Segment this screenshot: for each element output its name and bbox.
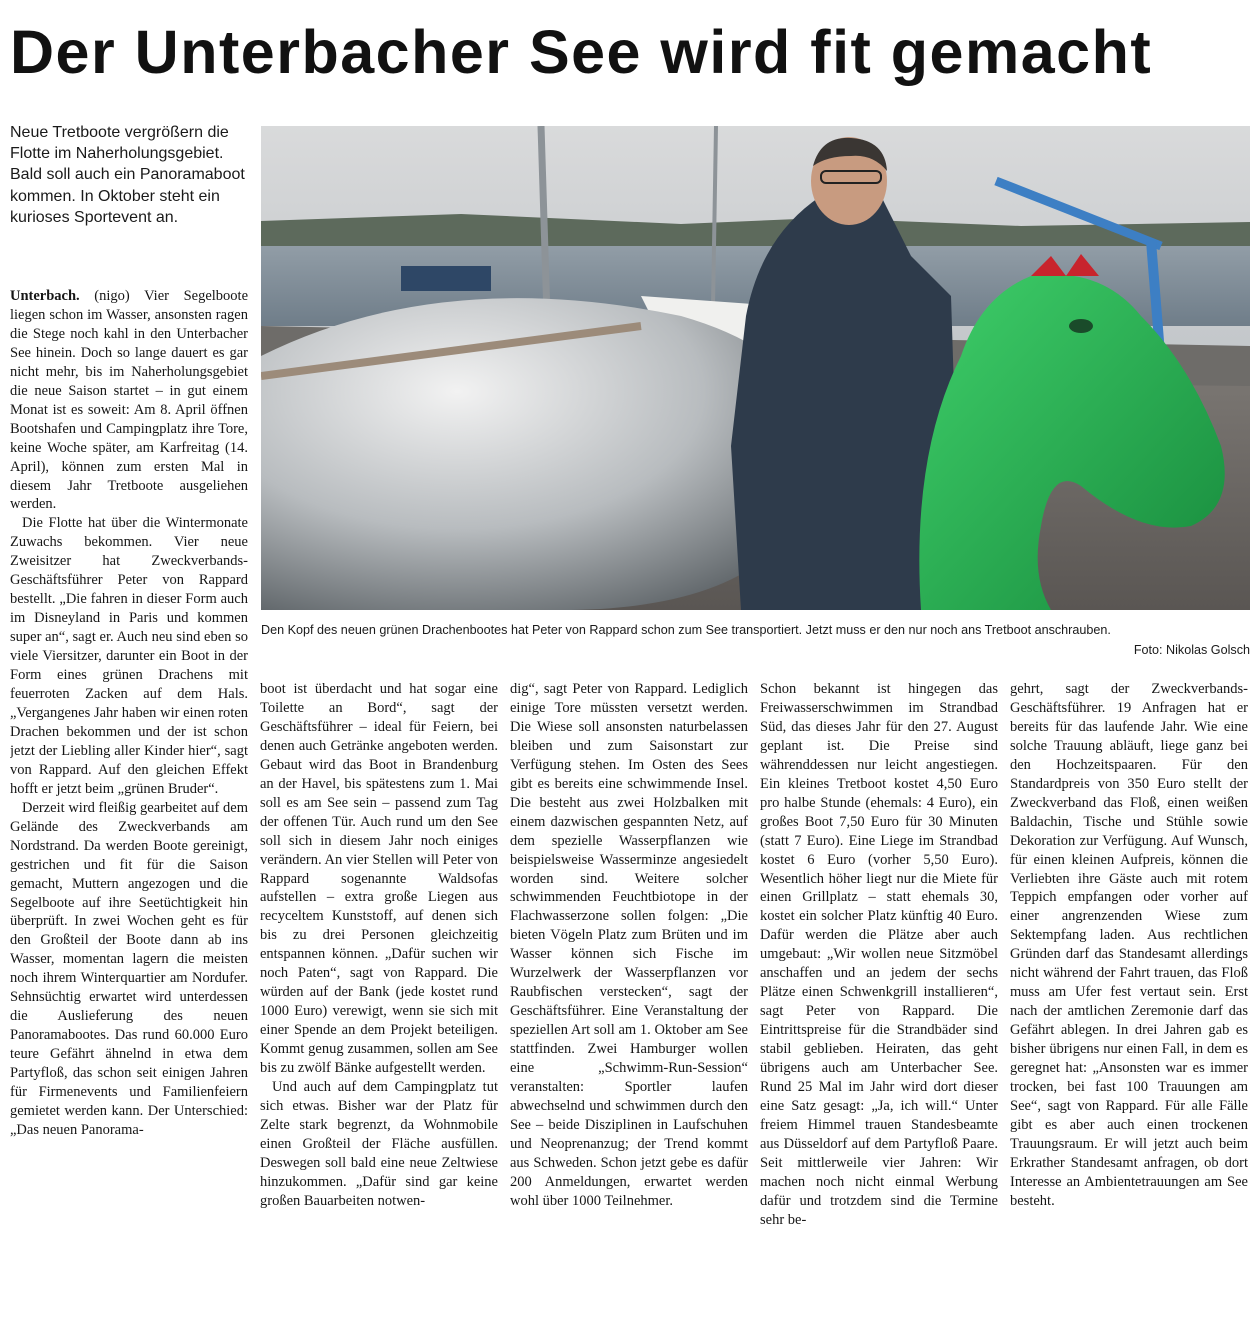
article-column-1 [10,287,248,1339]
article-paragraph [10,287,248,514]
article-paragraph: gehrt, sagt der Zweckverbands-Geschäftsführer. 19 Anfragen hat er bereits für das laufende Jahr. Wie eine solche Trauung abläuft, liege ganz bei den Hochzeitspaaren. Für den Standardpreis von 350 Euro stellt der Zweckverband das Floß, einen weißen Baldachin, Tische und Stühle sowie Dekoration zur Verfügung. Auf Wunsch, für einen kleinen Aufpreis, können die Verliebten ihre Gäste auch mit rotem Teppich empfangen oder vorher auf einer angrenzenden Wiese zum Sektempfang laden. Aus rechtlichen Gründen darf das Standesamt allerdings nicht während der Fahrt trauen, das Floß muss am Ufer fest vertaut sein. Erst nach der amtlichen Zeremonie darf das Gefährt ablegen. In drei Jahren gab es bisher übrigens nur einen Fall, in dem es geregnet hat: „Ansonsten war es immer trocken, bei fast 100 Trauungen am See“, sagt von Rappard. Für alle Fälle gibt es aber auch einen trockenen Trauungsraum. Er will jetzt auch beim Erkrather Standesamt anfragen, ob dort Interesse an Ambientetrauungen am See besteht. [1010,681,1248,1209]
article-column-4 [760,680,998,1339]
article-photo [261,126,1250,610]
photo-credit: Foto: Nikolas Golsch [1133,643,1250,657]
article-paragraph: Schon bekannt ist hingegen das Freiwasserschwimmen im Strandbad Süd, das dieses Jahr für den 27. August geplant ist. Die Preise sind währenddessen nur leicht angestiegen. Ein kleines Tretboot kostet 4,50 Euro pro halbe Stunde (ehemals: 4 Euro), ein großes Boot 7,50 Euro für 30 Minuten (statt 7 Euro). Eine Liege im Strandbad kostet 6 Euro (vorher 5,50 Euro). Wesentlich höher liegt nur die Miete für einen Grillplatz – statt ehemals 30, kostet ein solcher Platz künftig 40 Euro. Dafür werden die Plätze aber auch umgebaut: „Wir wollen neue Sitzmöbel anschaffen und an jedem der sechs Plätze einen Schwenkgrill installieren“, sagt Peter von Rappard. Die Eintrittspreise für die Strandbäder sind stabil geblieben. Heiraten, das geht übrigens auch am Unterbacher See. Rund 25 Mal im Jahr wird dort dieser eine Satz gesagt: „Ja, ich will.“ Unter freiem Himmel trauen Standesbeamte aus Düsseldorf auf dem Partyfloß Paare. Seit mittlerweile vier Jahren: Wir machen noch nicht einmal Werbung dafür und trotzdem sind die Termine sehr be- [760,681,998,1228]
article-paragraph: Die Flotte hat über die Wintermonate Zuwachs bekommen. Vier neue Zweisitzer hat Zweckverbands-Geschäftsführer Peter von Rappard bestellt. „Die fahren in dieser Form auch im Disneyland in Paris und kommen super an“, sagt er. Auch neu sind eben so viele Viersitzer, darunter ein Boot in der Form eines grünen Drachens mit feuerroten Zacken auf dem Hals. „Vergangenes Jahr haben wir einen roten Drachen bekommen und der ist schon jetzt der Liebling aller Kinder hier“, sagt von Rappard. Auf den gleichen Effekt hofft er jetzt beim „grünen Bruder“. [10,515,248,797]
headline: Der Unterbacher See wird fit gemacht [10,18,1153,86]
article-column-2 [260,680,498,1339]
paragraph-text: (nigo) Vier Segelboote liegen schon im Wasser, ansonsten ragen die Stege noch kahl in den Unterbacher See hinein. Doch so lange dauert es gar nicht mehr, bis im Naherholungsgebiet die neue Saison startet – in gut einem Monat ist es soweit: Am 8. April öffnen Bootshafen und Campingplatz ihre Tore, keine Woche später, am Karfreitag (14. April), können zum ersten Mal in diesem Jahr Tretboote ausgeliehen werden. [10,288,248,513]
article-paragraph: boot ist überdacht und hat sogar eine Toilette an Bord“, sagt der Geschäftsführer – ideal für Feiern, bei denen auch Getränke angeboten werden. Gebaut wird das Boot in Brandenburg an der Havel, bis spätestens zum 1. Mai soll es am See sein – passend zum Tag der offenen Tür. Auch rund um den See soll sich in diesem Jahr noch einiges verändern. An vier Stellen will Peter von Rappard sogenannte Waldsofas aufstellen – extra große Liegen aus recyceltem Kunststoff, auf denen sich bis zu drei Personen gleichzeitig entspannen können. „Dafür suchen wir noch Paten“, sagt von Rappard. Die würden auf der Bank (jede kostet rund 1000 Euro) verewigt, wenn sie sich mit einer Spende an dem Projekt beteiligen. Kommt genug zusammen, sollen am See bis zu zwölf Bänke aufgestellt werden. [260,681,498,1077]
intro-teaser: Neue Tretboote vergrößern die Flotte im Naherholungsgebiet. Bald soll auch ein Panoramaboot kommen. In Oktober steht ein kurioses Sportevent an. [10,124,245,226]
article-column-5 [1010,680,1248,1339]
dateline: Unterbach. [10,288,80,304]
article-paragraph: Derzeit wird fleißig gearbeitet auf dem Gelände des Zweckverbands am Nordstrand. Da werden Boote gereinigt, gestrichen und fit für die Saison gemacht, Muttern angezogen und die Segelboote auf ihre Seetüchtigkeit hin überprüft. In zwei Wochen geht es für den Großteil der Boote dann ab ins Wasser, momentan lagern die meisten noch ihrem Winterquartier am Nordufer. Sehnsüchtig erwartet wird unterdessen die Auslieferung des neuen Panoramabootes. Das rund 60.000 Euro teure Gefährt ähnelnd in etwa dem Partyfloß, das schon seit einigen Jahren für Firmenevents und Familienfeiern gemietet werden kann. Der Unterschied: „Das neuen Panorama- [10,799,248,1138]
photo-caption: Den Kopf des neuen grünen Drachenbootes hat Peter von Rappard schon zum See transportiert. Jetzt muss er den nur noch ans Tretboot anschrauben. [261,623,1111,637]
article-column-3 [510,680,748,1339]
article-paragraph: Und auch auf dem Campingplatz tut sich etwas. Bisher war der Platz für Zelte stark begrenzt, da Wohnmobile einen Großteil der Fläche ausfüllen. Deswegen soll bald eine neue Zeltwiese hinzukommen. „Dafür sind gar keine großen Bauarbeiten notwen- [260,1079,498,1209]
article-paragraph: dig“, sagt Peter von Rappard. Lediglich einige Tore müssten versetzt werden. Die Wiese soll ansonsten naturbelassen bleiben und zum Saisonstart zur Verfügung stehen. Im Osten des Sees gibt es bereits eine schwimmende Insel. Die besteht aus zwei Holzbalken mit einem dazwischen gespannten Netz, auf dem spezielle Wasserpflanzen wie beispielsweise Wasserminze angesiedelt worden sind. Weitere solcher schwimmenden Feuchtbiotope in der Flachwasserzone sollen folgen: „Die bieten Vögeln Platz zum Brüten und im Wasser können sich Fische im Wurzelwerk der Wasserpflanzen vor Raubfischen verstecken“, sagt der Geschäftsführer. Eine Veranstaltung der speziellen Art soll am 1. Oktober am See stattfinden. Zwei Hamburger wollen eine „Schwimm-Run-Session“ veranstalten: Sportler laufen abwechselnd und schwimmen durch den See – beide Disziplinen in Laufschuhen und Neoprenanzug; der Trend kommt aus Schweden. Schon jetzt gebe es dafür 200 Anmeldungen, erwartet werden wohl über 1000 Teilnehmer. [510,681,748,1209]
